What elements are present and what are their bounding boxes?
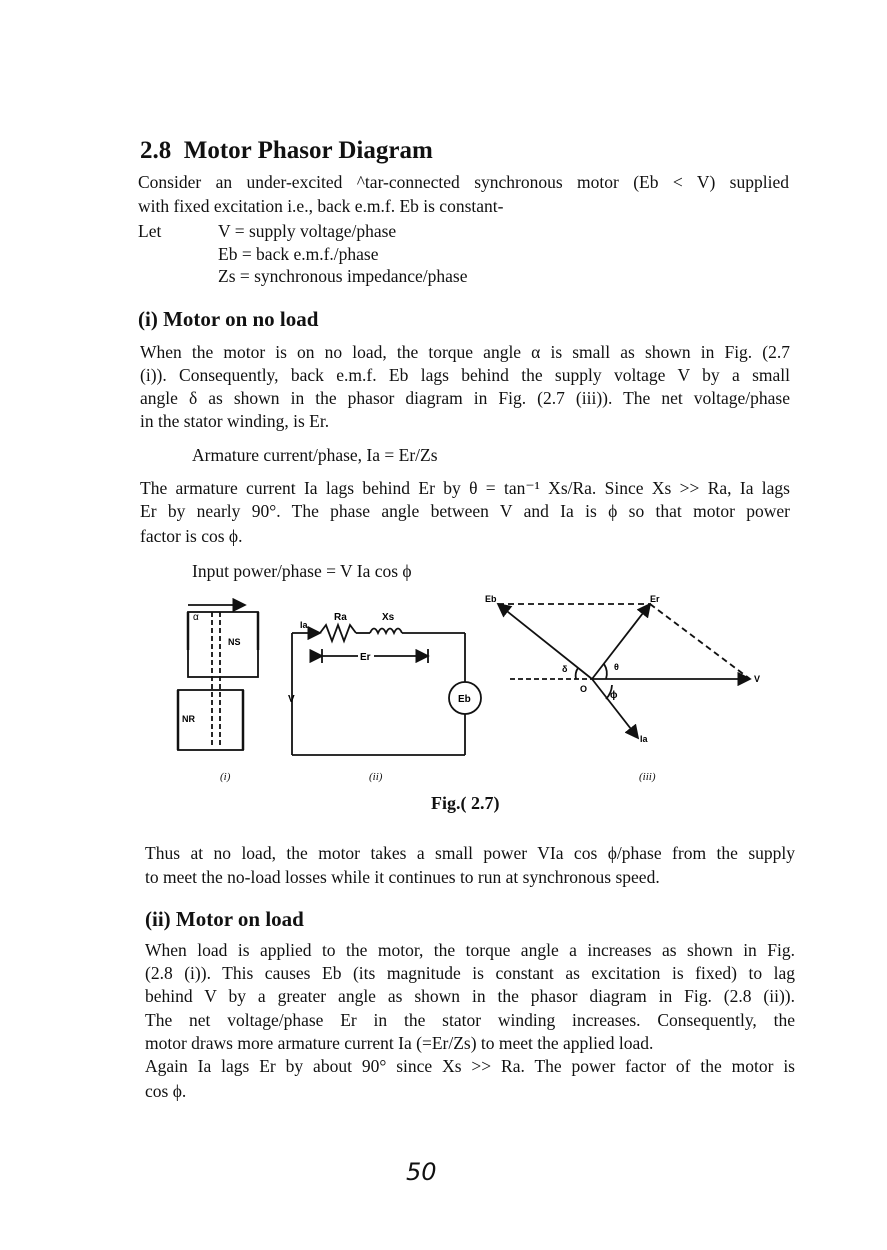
section-title: Motor Phasor Diagram — [183, 137, 433, 164]
er-label-circuit: Er — [360, 652, 371, 663]
ia-label: Ia — [300, 620, 308, 630]
section-heading — [140, 137, 433, 165]
ns-label: NS — [228, 637, 241, 647]
figure-2-7 — [160, 590, 800, 820]
ra-label: Ra — [334, 612, 347, 623]
no-load-para1-line2: (i)). Consequently, back e.m.f. Eb lags behind the supply voltage V by a small — [140, 365, 790, 385]
on-load-para-line4: The net voltage/phase Er in the stator winding increases. Consequently, the — [145, 1010, 795, 1030]
no-load-para1-line1: When the motor is on no load, the torque angle α is small as shown in Fig. (2.7 — [140, 342, 790, 362]
alpha-label: α — [193, 612, 199, 623]
phasor-diagram — [498, 604, 750, 738]
input-power-equation: Input power/phase = V Ia cos ϕ — [192, 561, 412, 581]
on-load-para-line5: motor draws more armature current Ia (=Er/Zs) to meet the applied load. — [145, 1033, 654, 1053]
no-load-para3-line1: Thus at no load, the motor takes a small power VIa cos ϕ/phase from the supply — [145, 843, 795, 863]
theta-label: θ — [614, 662, 619, 672]
no-load-para1-line4: in the stator winding, is Er. — [140, 411, 330, 431]
ia-label-phasor: Ia — [640, 734, 648, 744]
intro-line-1: Consider an under-excited ^tar-connected synchronous motor (Eb < V) supplied — [138, 172, 789, 192]
on-load-para-line3: behind V by a greater angle as shown in the phasor diagram in Fig. (2.8 (ii)). — [145, 986, 795, 1006]
figure-caption: Fig.( 2.7) — [431, 793, 500, 813]
no-load-para2-line3: factor is cos ϕ. — [140, 526, 243, 546]
phi-label: ϕ — [610, 690, 618, 701]
section-number: 2.8 — [140, 137, 172, 164]
delta-label: δ — [562, 664, 568, 674]
no-load-para3-line2: to meet the no-load losses while it continues to run at synchronous speed. — [145, 867, 660, 887]
on-load-para-line1: When load is applied to the motor, the torque angle a increases as shown in Fig. — [145, 940, 795, 960]
armature-current-equation: Armature current/phase, Ia = Er/Zs — [192, 445, 438, 465]
figure-tag-i: (i) — [220, 771, 231, 783]
no-load-para2-line2: Er by nearly 90°. The phase angle between V and Ia is ϕ so that motor power — [140, 501, 790, 521]
page-number: 50 — [406, 1158, 437, 1186]
figure-tag-ii: (ii) — [369, 771, 383, 783]
def-back-emf: Eb = back e.m.f./phase — [218, 244, 379, 264]
nr-label: NR — [182, 714, 195, 724]
on-load-para-line7: cos ϕ. — [145, 1081, 187, 1101]
on-load-para-line6: Again Ia lags Er by about 90° since Xs >> Ra. The power factor of the motor is — [145, 1056, 795, 1076]
on-load-para-line2: (2.8 (i)). This causes Eb (its magnitude is constant as excitation is fixed) to lag — [145, 963, 795, 983]
v-label-circuit: V — [288, 694, 295, 705]
def-sync-impedance: Zs = synchronous impedance/phase — [218, 266, 468, 286]
er-label-phasor: Er — [650, 594, 660, 604]
no-load-para2-line1: The armature current Ia lags behind Er by θ = tan⁻¹ Xs/Ra. Since Xs >> Ra, Ia lags — [140, 478, 790, 498]
origin-label: O — [580, 684, 588, 694]
eb-label-circuit: Eb — [458, 694, 471, 705]
torque-angle-sketch — [178, 605, 258, 750]
let-word: Let — [138, 221, 162, 241]
v-label-phasor: V — [754, 674, 761, 684]
figure-tag-iii: (iii) — [639, 771, 656, 783]
intro-line-2: with fixed excitation i.e., back e.m.f. Eb is constant- — [138, 196, 504, 216]
def-supply-voltage: V = supply voltage/phase — [218, 221, 397, 241]
equivalent-circuit — [292, 625, 481, 755]
xs-label: Xs — [382, 612, 395, 623]
no-load-heading: (i) Motor on no load — [138, 307, 319, 331]
on-load-heading: (ii) Motor on load — [145, 907, 304, 931]
no-load-para1-line3: angle δ as shown in the phasor diagram in Fig. (2.7 (iii)). The net voltage/phase — [140, 388, 790, 408]
eb-label-phasor: Eb — [485, 594, 497, 604]
